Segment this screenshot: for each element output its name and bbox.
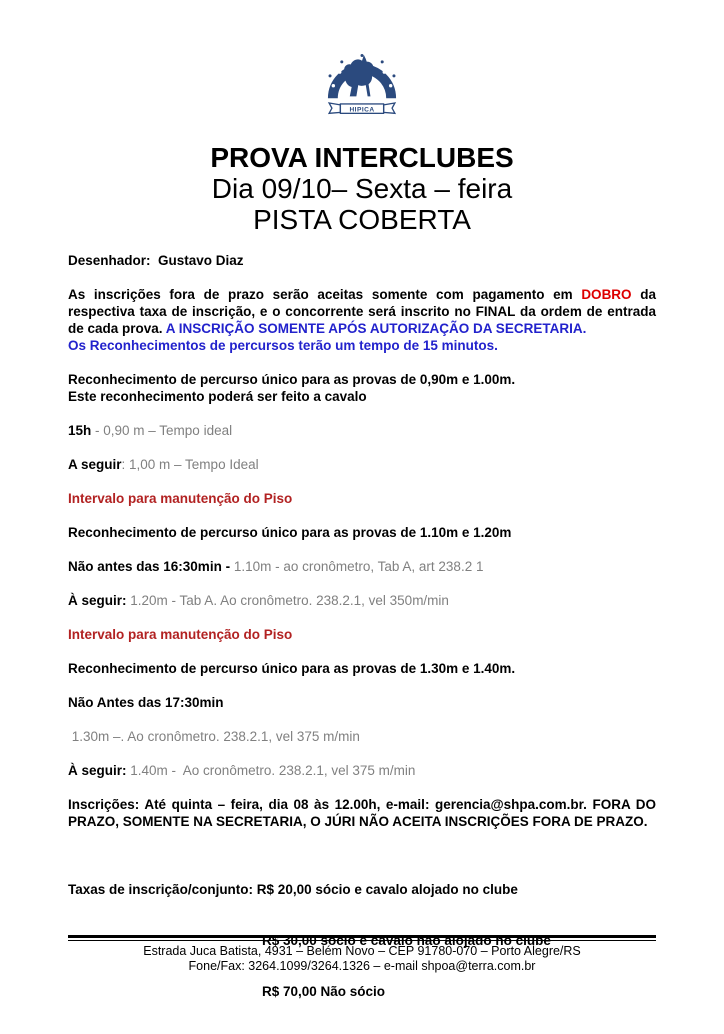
schedule-110-label: Não antes das 16:30min - bbox=[68, 559, 234, 574]
schedule-0900 bbox=[68, 422, 656, 439]
schedule-1000 bbox=[68, 456, 656, 473]
notice-text-2: da respectiva taxa de inscrição, e o concorrente será inscrito no FINAL da ordem de entrada de cada prova. bbox=[68, 287, 656, 336]
late-entry-notice bbox=[68, 286, 656, 337]
schedule-140-label: À seguir: bbox=[68, 763, 127, 778]
registration-notice: Inscrições: Até quinta – feira, dia 08 às 12.00h, e-mail: gerencia@shpa.com.br. FORA DO PRAZO, SOMENTE NA SECRETARIA, O JÚRI NÃO ACEITA INSCRIÇÕES FORA DE PRAZO. bbox=[68, 797, 656, 829]
fees-line-1 bbox=[68, 881, 656, 898]
schedule-1000-details: : 1,00 m – Tempo Ideal bbox=[121, 457, 259, 472]
recon-090-100-line1: Reconhecimento de percurso único para as provas de 0,90m e 1.00m. bbox=[68, 372, 516, 387]
designer-line bbox=[68, 252, 656, 269]
schedule-heading-1730: Não Antes das 17:30min bbox=[68, 695, 224, 710]
document-title bbox=[0, 142, 724, 235]
schedule-0900-time: 15h bbox=[68, 423, 92, 438]
footer-text bbox=[68, 944, 656, 974]
designer-name: Gustavo Diaz bbox=[158, 253, 244, 268]
recon-time-note: Os Reconhecimentos de percursos terão um tempo de 15 minutos. bbox=[68, 338, 498, 353]
horse-crest-icon bbox=[315, 38, 409, 121]
schedule-110-details: 1.10m - ao cronômetro, Tab A, art 238.2 1 bbox=[233, 559, 484, 574]
recon-090-100-line2: Este reconhecimento poderá ser feito a cavalo bbox=[68, 389, 367, 404]
footer-contact: Fone/Fax: 3264.1099/3264.1326 – e-mail shpoa@terra.com.br bbox=[188, 959, 536, 973]
footer-divider bbox=[68, 935, 656, 941]
horse-silhouette bbox=[342, 55, 373, 96]
schedule-140 bbox=[68, 762, 656, 779]
fees-line-3: R$ 70,00 Não sócio bbox=[262, 984, 386, 999]
schedule-1000-label: A seguir bbox=[68, 457, 122, 472]
logo-banner-text: HIPICA bbox=[349, 106, 375, 114]
schedule-0900-details: - 0,90 m – Tempo ideal bbox=[91, 423, 233, 438]
recon-090-100 bbox=[68, 371, 656, 405]
designer-label: Desenhador: bbox=[68, 253, 159, 268]
dobro-highlight: DOBRO bbox=[581, 287, 632, 302]
title-line-1: PROVA INTERCLUBES bbox=[210, 142, 514, 173]
recon-110-120: Reconhecimento de percurso único para as provas de 1.10m e 1.20m bbox=[68, 525, 512, 540]
recon-130-140: Reconhecimento de percurso único para as provas de 1.30m e 1.40m. bbox=[68, 661, 516, 676]
fees-label: Taxas de inscrição/conjunto: bbox=[68, 882, 257, 897]
ribbon-left bbox=[329, 103, 340, 113]
notice-text-1: As inscrições fora de prazo serão aceitas somente com pagamento em bbox=[68, 287, 582, 302]
schedule-130: 1.30m –. Ao cronômetro. 238.2.1, vel 375 m/min bbox=[68, 729, 360, 744]
interval-note-2: Intervalo para manutenção do Piso bbox=[68, 627, 293, 642]
schedule-110 bbox=[68, 558, 656, 575]
footer-address: Estrada Juca Batista, 4931 – Belém Novo – CEP 91780-070 – Porto Alegre/RS bbox=[143, 944, 581, 958]
title-line-2: Dia 09/10– Sexta – feira bbox=[211, 173, 513, 204]
club-logo bbox=[0, 0, 724, 118]
interval-note-1: Intervalo para manutenção do Piso bbox=[68, 491, 293, 506]
secretaria-highlight: A INSCRIÇÃO SOMENTE APÓS AUTORIZAÇÃO DA SECRETARIA. bbox=[165, 321, 587, 336]
fees-value-1: R$ 20,00 sócio e cavalo alojado no clube bbox=[256, 882, 518, 897]
title-line-3: PISTA COBERTA bbox=[253, 204, 471, 235]
fees-line-2: R$ 30,00 sócio e cavalo não alojado no clube bbox=[262, 933, 551, 948]
page-footer bbox=[68, 935, 656, 974]
schedule-120-label: À seguir: bbox=[68, 593, 127, 608]
ribbon-right bbox=[384, 103, 395, 113]
schedule-120 bbox=[68, 592, 656, 609]
schedule-120-details: 1.20m - Tab A. Ao cronômetro. 238.2.1, vel 350m/min bbox=[126, 593, 449, 608]
document-body bbox=[0, 252, 724, 1034]
schedule-140-details: 1.40m - Ao cronômetro. 238.2.1, vel 375 m/min bbox=[126, 763, 416, 778]
